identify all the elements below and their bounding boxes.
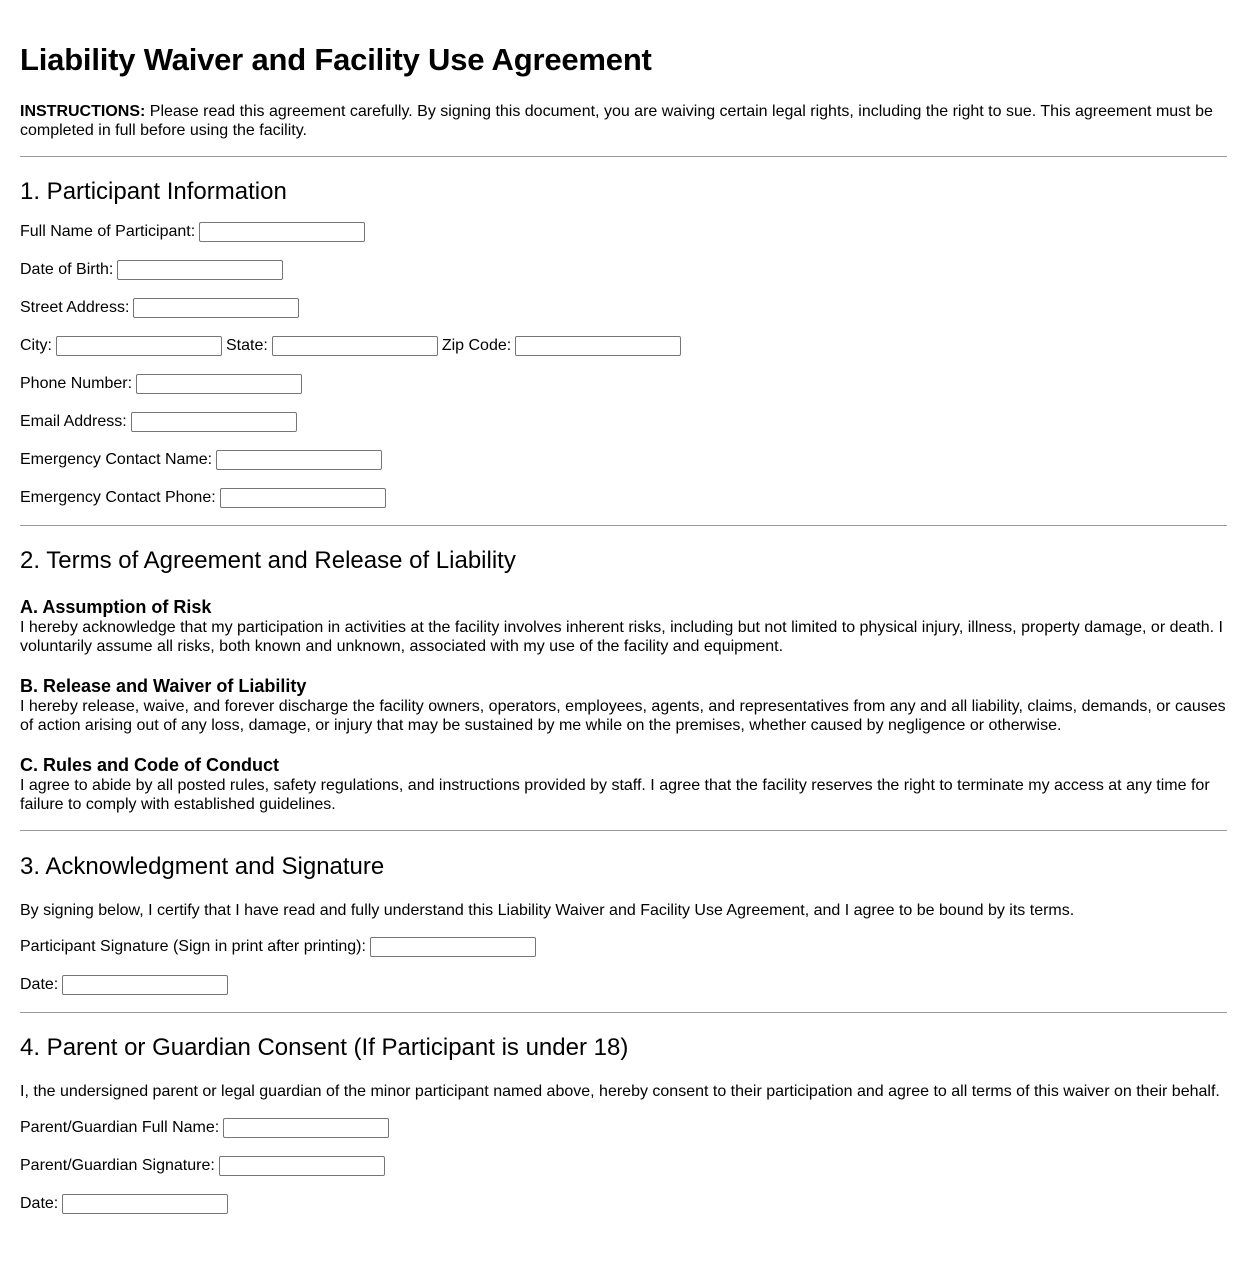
section-title-terms: 2. Terms of Agreement and Release of Liability <box>20 547 516 574</box>
subsection-title-assumption-of-risk: A. Assumption of Risk <box>20 597 212 617</box>
street-address-label: Street Address: <box>20 299 130 316</box>
release-waiver-text: I hereby release, waive, and forever discharge the facility owners, operators, employees, agents, and representatives from any and all liability, claims, demands, or causes of action arising out of any loss, damage, or injury that may be sustained by me while on the premises, whether caused by negligence or otherwise. <box>20 698 1226 734</box>
zip-label: Zip Code: <box>441 337 512 354</box>
section-title-acknowledgment: 3. Acknowledgment and Signature <box>20 853 385 880</box>
guardian-date-row <box>20 1193 1227 1215</box>
emergency-name-input[interactable] <box>216 450 382 470</box>
state-label: State: <box>226 337 268 354</box>
participant-signature-input[interactable] <box>370 937 536 957</box>
section-divider <box>20 525 1227 526</box>
guardian-signature-input[interactable] <box>219 1156 385 1176</box>
city-input[interactable] <box>56 336 222 356</box>
acknowledgment-text: By signing below, I certify that I have read and fully understand this Liability Waiver and Facility Use Agreement, and I agree to be bound by its terms. <box>20 902 1075 919</box>
full-name-label: Full Name of Participant: <box>20 223 196 240</box>
full-name-input[interactable] <box>199 222 365 242</box>
phone-row <box>20 373 1227 395</box>
participant-date-input[interactable] <box>62 975 228 995</box>
section-divider <box>20 1012 1227 1013</box>
guardian-date-input[interactable] <box>62 1194 228 1214</box>
city-group <box>20 336 222 356</box>
emergency-phone-label: Emergency Contact Phone: <box>20 489 216 506</box>
dob-input[interactable] <box>117 260 283 280</box>
guardian-signature-label: Parent/Guardian Signature: <box>20 1157 215 1174</box>
emergency-name-row <box>20 449 1227 471</box>
full-name-row <box>20 221 1227 243</box>
email-input[interactable] <box>131 412 297 432</box>
assumption-of-risk-text: I hereby acknowledge that my participation in activities at the facility involves inherent risks, including but not limited to physical injury, illness, property damage, or death. I voluntarily assume all risks, both known and unknown, associated with my use of the facility and equipment. <box>20 619 1223 655</box>
zip-input[interactable] <box>515 336 681 356</box>
participant-signature-row <box>20 936 1227 958</box>
city-label: City: <box>20 337 52 354</box>
subsection-title-release-waiver: B. Release and Waiver of Liability <box>20 676 307 696</box>
rules-conduct-text: I agree to abide by all posted rules, safety regulations, and instructions provided by staff. I agree that the facility reserves the right to terminate my access at any time for failure to comply with established guidelines. <box>20 777 1210 813</box>
guardian-name-input[interactable] <box>223 1118 389 1138</box>
guardian-signature-row <box>20 1155 1227 1177</box>
guardian-name-label: Parent/Guardian Full Name: <box>20 1119 220 1136</box>
participant-information-fields <box>20 221 1227 509</box>
section-title-participant-information: 1. Participant Information <box>20 178 287 205</box>
instructions-label: INSTRUCTIONS: <box>20 103 146 120</box>
subsection-title-rules-conduct: C. Rules and Code of Conduct <box>20 755 279 775</box>
emergency-name-label: Emergency Contact Name: <box>20 451 213 468</box>
city-state-zip-row <box>20 335 1227 357</box>
participant-date-label: Date: <box>20 976 59 993</box>
section-divider <box>20 156 1227 157</box>
section-divider <box>20 830 1227 831</box>
street-address-input[interactable] <box>133 298 299 318</box>
emergency-phone-input[interactable] <box>220 488 386 508</box>
section-title-guardian-consent: 4. Parent or Guardian Consent (If Participant is under 18) <box>20 1034 629 1061</box>
email-row <box>20 411 1227 433</box>
instructions <box>20 102 1227 140</box>
participant-signature-label: Participant Signature (Sign in print after printing): <box>20 938 366 955</box>
dob-label: Date of Birth: <box>20 261 114 278</box>
email-label: Email Address: <box>20 413 127 430</box>
street-address-row <box>20 297 1227 319</box>
guardian-name-row <box>20 1117 1227 1139</box>
participant-date-row <box>20 974 1227 996</box>
state-input[interactable] <box>272 336 438 356</box>
emergency-phone-row <box>20 487 1227 509</box>
instructions-text: Please read this agreement carefully. By signing this document, you are waiving certain legal rights, including the right to sue. This agreement must be completed in full before using the facility. <box>20 103 1213 139</box>
state-group <box>226 336 438 356</box>
guardian-date-label: Date: <box>20 1195 59 1212</box>
page-title: Liability Waiver and Facility Use Agreement <box>20 42 652 77</box>
guardian-consent-text: I, the undersigned parent or legal guardian of the minor participant named above, hereby consent to their participation and agree to all terms of this waiver on their behalf. <box>20 1083 1220 1100</box>
phone-label: Phone Number: <box>20 375 133 392</box>
dob-row <box>20 259 1227 281</box>
phone-input[interactable] <box>136 374 302 394</box>
zip-group <box>442 336 681 356</box>
